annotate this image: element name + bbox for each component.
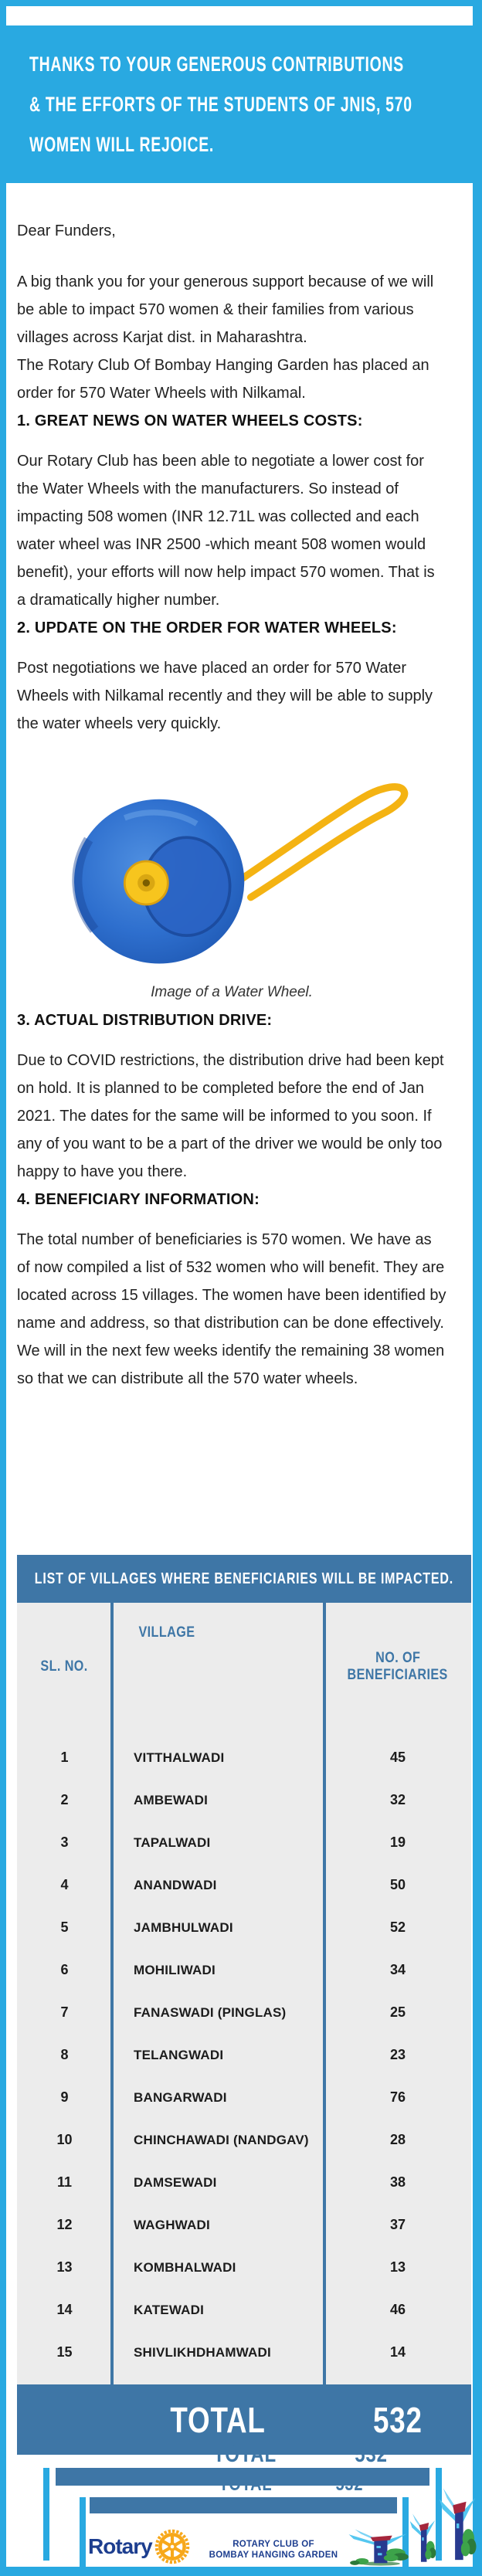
table-body xyxy=(17,1730,471,2384)
table-row xyxy=(17,2331,471,2374)
cell-slno: 4 xyxy=(60,1877,69,1892)
rotary-wheel-icon xyxy=(154,2529,190,2564)
table-row xyxy=(17,1949,471,1991)
headline-line: THANKS TO YOUR GENEROUS CONTRIBUTIONS xyxy=(29,53,404,76)
cell-beneficiaries: 50 xyxy=(389,1877,406,1892)
nested-border-bar xyxy=(43,2468,49,2561)
table-row xyxy=(17,2076,471,2119)
section-body-2: Post negotiations we have placed an order for 570 Water Wheels with Nilkamal recently and they will be able to supply the water wheels very quickly. xyxy=(17,660,433,732)
water-wheel-illustration xyxy=(25,753,426,969)
cell-beneficiaries: 38 xyxy=(389,2174,406,2190)
cell-slno: 2 xyxy=(60,1792,69,1807)
table-row xyxy=(17,2034,471,2076)
table-row xyxy=(17,1906,471,1949)
table-title: LIST OF VILLAGES WHERE BENEFICIARIES WILL BE IMPACTED. xyxy=(34,1570,454,1587)
section-heading-3: 3. ACTUAL DISTRIBUTION DRIVE: xyxy=(17,1012,273,1029)
beneficiary-table xyxy=(17,1555,471,2455)
column-header-village: VILLAGE xyxy=(138,1624,195,1641)
hanging-garden-illustration xyxy=(348,2526,408,2566)
cell-village: CHINCHAWADI (NANDGAV) xyxy=(134,2132,309,2147)
footer xyxy=(6,2442,473,2567)
total-label: TOTAL xyxy=(170,2399,266,2440)
cell-slno: 12 xyxy=(56,2217,73,2232)
nested-border-bar xyxy=(80,2497,86,2567)
cell-beneficiaries: 37 xyxy=(389,2217,406,2232)
cell-slno: 10 xyxy=(56,2132,73,2147)
cell-beneficiaries: 76 xyxy=(389,2089,406,2105)
cell-village: FANASWADI (PINGLAS) xyxy=(134,2004,287,2020)
total-value: 532 xyxy=(373,2399,423,2440)
cell-slno: 9 xyxy=(60,2089,69,2105)
table-row xyxy=(17,1864,471,1906)
table-title-band xyxy=(17,1555,471,1603)
figure-caption: Image of a Water Wheel. xyxy=(151,984,313,1000)
section-heading-4: 4. BENEFICIARY INFORMATION: xyxy=(17,1191,260,1208)
hanging-garden-illustration xyxy=(409,2509,436,2566)
cell-village: KOMBHALWADI xyxy=(134,2259,236,2275)
greeting: Dear Funders, xyxy=(17,222,116,239)
club-name: ROTARY CLUB OF BOMBAY HANGING GARDEN xyxy=(209,2540,338,2560)
cell-village: AMBEWADI xyxy=(134,1792,209,1807)
cell-beneficiaries: 19 xyxy=(389,1834,406,1850)
table-grid xyxy=(17,1603,471,2384)
cell-slno: 14 xyxy=(56,2302,73,2317)
rotary-wordmark: Rotary xyxy=(88,2534,152,2558)
intro-paragraph: A big thank you for your generous support because of we will be able to impact 570 women & their families from various villages across Karjat dist. in Maharashtra. xyxy=(17,273,434,346)
nested-total-remnant: TOTAL 532 xyxy=(212,2442,389,2467)
table-row xyxy=(17,2161,471,2204)
cell-village: ANANDWADI xyxy=(134,1877,217,1892)
section-body-3: Due to COVID restrictions, the distribution drive had been kept on hold. It is planned to be completed before the end of Jan 2021. The dates for the same will be informed to you soon. If any of you want to be a part of the driver we would be only too happy to have you there. xyxy=(17,1052,444,1180)
cell-slno: 11 xyxy=(56,2174,73,2190)
table-row xyxy=(17,1736,471,1779)
cell-slno: 15 xyxy=(56,2344,73,2360)
column-header-slno: SL. NO. xyxy=(40,1658,89,1675)
table-row xyxy=(17,2119,471,2161)
cell-beneficiaries: 52 xyxy=(389,1919,406,1935)
table-row xyxy=(17,2204,471,2246)
table-row xyxy=(17,1991,471,2034)
section-heading-1: 1. GREAT NEWS ON WATER WHEELS COSTS: xyxy=(17,412,363,429)
cell-village: WAGHWADI xyxy=(134,2217,210,2232)
cell-slno: 1 xyxy=(60,1750,69,1765)
cell-beneficiaries: 14 xyxy=(389,2344,406,2360)
headline-line: WOMEN WILL REJOICE. xyxy=(29,133,215,156)
nested-total-remnant: TOTAL 532 xyxy=(219,2473,364,2495)
cell-village: BANGARWADI xyxy=(134,2089,227,2105)
cell-slno: 8 xyxy=(60,2047,69,2062)
cell-village: KATEWADI xyxy=(134,2302,204,2317)
wheel-handle xyxy=(227,787,405,898)
section-heading-2: 2. UPDATE ON THE ORDER FOR WATER WHEELS: xyxy=(17,619,397,636)
table-row xyxy=(17,2289,471,2331)
nested-total-bar xyxy=(90,2497,397,2513)
cell-village: TAPALWADI xyxy=(134,1834,211,1850)
cell-slno: 3 xyxy=(60,1834,69,1850)
column-divider xyxy=(110,1603,114,2384)
column-divider xyxy=(323,1603,326,2384)
cell-beneficiaries: 23 xyxy=(389,2047,406,2062)
cell-beneficiaries: 13 xyxy=(389,2259,406,2275)
hanging-garden-illustration xyxy=(439,2481,476,2566)
table-row xyxy=(17,1821,471,1864)
cell-beneficiaries: 46 xyxy=(389,2302,406,2317)
intro-paragraph: The Rotary Club Of Bombay Hanging Garden has placed an order for 570 Water Wheels with Nilkamal. xyxy=(17,357,429,402)
section-body-4: The total number of beneficiaries is 570 women. We have as of now compiled a list of 532 women who will benefit. They are located across 15 villages. The women have been identified by name and address, so that distribution can be done effectively. We will in the next few weeks identify the remaining 38 women so that we can distribute all the 570 water wheels. xyxy=(17,1231,446,1387)
water-wheel-image xyxy=(25,753,446,969)
cell-beneficiaries: 34 xyxy=(389,1962,406,1977)
cell-slno: 13 xyxy=(56,2259,73,2275)
cell-slno: 6 xyxy=(60,1962,69,1977)
cell-village: TELANGWADI xyxy=(134,2047,224,2062)
cell-village: SHIVLIKHDHAMWADI xyxy=(134,2344,271,2360)
section-body-1: Our Rotary Club has been able to negotiate a lower cost for the Water Wheels with the manufacturers. So instead of impacting 508 women (INR 12.71L was collected and each water wheel was INR 2500 -which meant 508 women would benefit), your efforts will now help impact 570 women. That is a dramatically higher number. xyxy=(17,453,435,609)
cell-beneficiaries: 25 xyxy=(389,2004,406,2020)
column-header-beneficiaries: NO. OF BENEFICIARIES xyxy=(347,1649,449,1683)
table-header-row xyxy=(17,1603,471,1730)
headline-banner xyxy=(6,25,473,183)
cell-slno: 5 xyxy=(60,1919,69,1935)
cell-beneficiaries: 28 xyxy=(389,2132,406,2147)
cell-beneficiaries: 45 xyxy=(389,1750,406,1765)
cell-slno: 7 xyxy=(60,2004,69,2020)
letter-body xyxy=(6,183,473,1393)
cell-village: MOHILIWADI xyxy=(134,1962,216,1977)
nested-page-copy xyxy=(90,2473,397,2513)
cell-village: DAMSEWADI xyxy=(134,2174,217,2190)
table-row xyxy=(17,2246,471,2289)
headline-line: & THE EFFORTS OF THE STUDENTS OF JNIS, 570 xyxy=(29,93,412,116)
cell-village: JAMBHULWADI xyxy=(134,1919,233,1935)
cell-village: VITTHALWADI xyxy=(134,1750,225,1765)
table-row xyxy=(17,1779,471,1821)
cell-beneficiaries: 32 xyxy=(389,1792,406,1807)
